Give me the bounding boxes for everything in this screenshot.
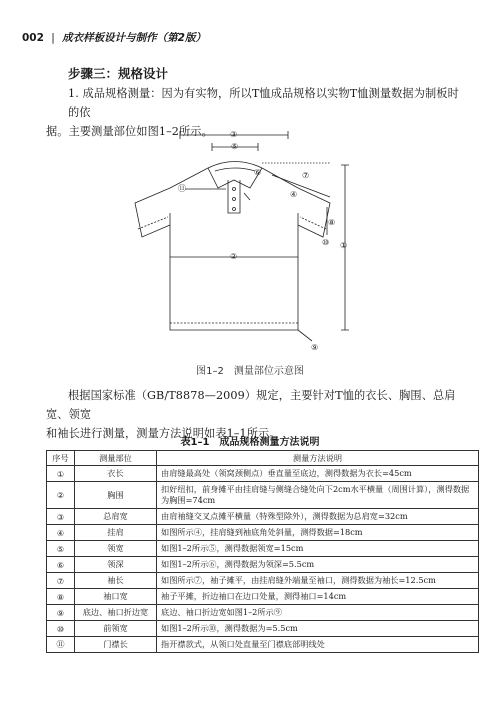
table-row (47, 525, 479, 541)
table-header-row (47, 451, 479, 466)
row-part: 领宽 (75, 541, 157, 557)
marker-10: ⑩ (322, 238, 330, 247)
row-no: ④ (47, 525, 75, 541)
table-row (47, 466, 479, 482)
header-part: 测量部位 (75, 451, 157, 466)
paragraph-line: 1. 成品规格测量：因为有实物，所以T恤成品规格以实物T恤测量数据为制板时的依 (68, 87, 459, 119)
row-part: 底边、袖口折边宽 (75, 605, 157, 621)
marker-8: ⑧ (328, 218, 336, 227)
row-part: 前领宽 (75, 621, 157, 637)
marker-3: ③ (230, 130, 238, 139)
row-method: 如图所示④，挂肩缝到袖底角处斜量，测得数据=18cm (157, 525, 479, 541)
row-no: ③ (47, 509, 75, 525)
table-row (47, 605, 479, 621)
paragraph-line: 据。主要测量部位如图1–2所示。 (46, 125, 213, 138)
row-no: ⑩ (47, 621, 75, 637)
header-separator: | (51, 32, 55, 44)
row-no: ⑨ (47, 605, 75, 621)
row-part: 挂肩 (75, 525, 157, 541)
paragraph-line: 和袖长进行测量，测量方法说明如表1–1所示。 (46, 427, 281, 440)
row-method: 如图所示⑦，袖子摊平，由挂肩缝外端量至袖口，测得数据为袖长=12.5cm (157, 573, 479, 589)
row-no: ⑪ (47, 637, 75, 653)
header-method: 测量方法说明 (157, 451, 479, 466)
row-part: 总肩宽 (75, 509, 157, 525)
header-no: 序号 (47, 451, 75, 466)
table-row (47, 637, 479, 653)
table-row (47, 621, 479, 637)
table-row (47, 541, 479, 557)
row-part: 胸围 (75, 482, 157, 509)
marker-9: ⑨ (311, 343, 319, 352)
page-number: 002 (22, 32, 44, 44)
row-no: ② (47, 482, 75, 509)
row-method: 袖子平摊，折边袖口在边口处量，测得袖口=14cm (157, 589, 479, 605)
table-row (47, 573, 479, 589)
row-no: ⑤ (47, 541, 75, 557)
table-row (47, 482, 479, 509)
marker-1: ① (340, 241, 348, 250)
row-part: 袖口宽 (75, 589, 157, 605)
marker-6: ⑥ (254, 168, 262, 177)
figure-caption: 图1–2 测量部位示意图 (196, 366, 304, 377)
row-method: 由肩袖缝交叉点摊平横量（特殊型除外），测得数据为总肩宽=32cm (157, 509, 479, 525)
row-method: 底边、袖口折边宽如图1–2所示⑨ (157, 605, 479, 621)
row-no: ⑥ (47, 557, 75, 573)
row-part: 衣长 (75, 466, 157, 482)
row-method: 由肩缝最高处（领窝颈侧点）垂直量至底边，测得数据为衣长=45cm (157, 466, 479, 482)
paragraph-line: 根据国家标准（GB/T8878—2009）规定，主要针对T恤的衣长、胸围、总肩宽、领宽 (46, 389, 456, 421)
row-method: 如图1–2所示⑥，测得数据为领深=5.5cm (157, 557, 479, 573)
row-method: 如图1–2所示⑩，测得数据为=5.5cm (157, 621, 479, 637)
marker-2: ② (230, 252, 238, 261)
row-no: ⑦ (47, 573, 75, 589)
marker-11: ⑪ (178, 184, 186, 193)
row-part: 袖长 (75, 573, 157, 589)
tshirt-measurement-diagram (130, 125, 380, 360)
row-method: 指开襟款式，从领口处直量至门襟底部明线处 (157, 637, 479, 653)
step-title: 步骤三：规格设计 (68, 66, 169, 81)
row-no: ⑧ (47, 589, 75, 605)
table-row (47, 589, 479, 605)
row-part: 门襟长 (75, 637, 157, 653)
marker-4: ④ (290, 190, 298, 199)
table-row (47, 557, 479, 573)
row-method: 如图1–2所示⑤，测得数据领宽=15cm (157, 541, 479, 557)
measurement-spec-table (46, 450, 479, 653)
marker-5: ⑤ (231, 142, 239, 151)
table-row (47, 509, 479, 525)
book-title: 成衣样板设计与制作（第2版） (62, 32, 206, 44)
row-part: 领深 (75, 557, 157, 573)
table-caption: 表1–1 成品规格测量方法说明 (180, 437, 320, 448)
running-header (22, 30, 482, 48)
row-no: ① (47, 466, 75, 482)
row-method: 扣好纽扣，前身摊平由挂肩缝与侧缝合缝处向下2cm水平横量（周围计算），测得数据为胸围=74cm (157, 482, 479, 509)
marker-7: ⑦ (302, 171, 310, 180)
